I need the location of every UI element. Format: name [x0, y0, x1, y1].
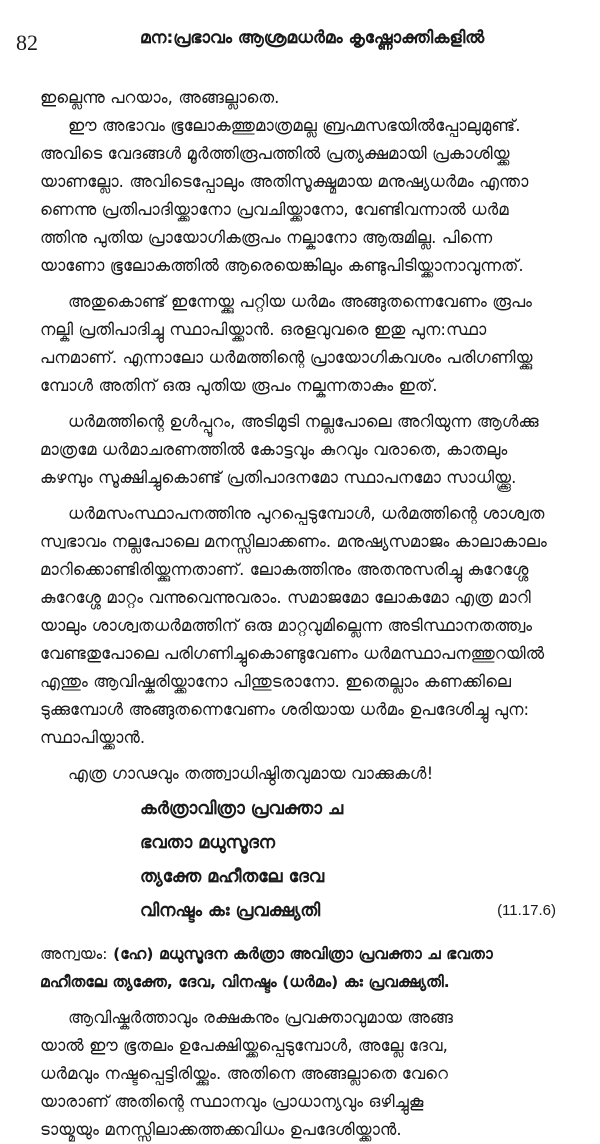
text-line: ആവിഷ്കർത്താവും രക്ഷകനും പ്രവക്താവുമായ അങ്ങ	[68, 1008, 454, 1027]
text-line: മാറിക്കൊണ്ടിരിയ്ക്കുന്നതാണ്. ലോകത്തിനും അതനുസരിച്ചു കുറേശ്ശേ	[40, 560, 529, 579]
verse-reference: (11.17.6)	[497, 902, 556, 919]
commentary-text: (ഹേ) മധുസൂദന കർത്രാ അവിത്രാ പ്രവക്താ ച ഭവതാ	[113, 945, 493, 963]
text-line: എത്ര ഗാഢവും തത്ത്വാധിഷ്ഠിതവുമായ വാക്കുകൾ!	[68, 764, 434, 783]
text-line: ഈ അഭാവം ഭൂലോകത്തുമാത്രമല്ല ബ്രഹ്മസഭയിൽപ്പോലുമുണ്ട്.	[68, 116, 521, 135]
paragraph	[40, 500, 570, 752]
text-line: യാരാണ് അതിന്റെ സ്ഥാനവും പ്രാധാന്യവും ഒഴിച്ചുകൂ	[40, 1092, 424, 1111]
paragraph	[40, 408, 570, 492]
text-line: ത്തിനു പുതിയ പ്രായോഗികരൂപം നല്കാനോ ആരുമില്ല. പിന്നെ	[40, 228, 493, 247]
verse-line: വിനഷ്ടം കഃ പ്രവക്ഷ്യതി (11.17.6)	[40, 894, 570, 928]
text-line: മാത്രമേ ധർമാചരണത്തിൽ കോട്ടവും കുറവും വരാതെ, കാതലും	[40, 440, 508, 459]
text-line: യാണോ ഭൂലോകത്തിൽ ആരെയെങ്കിലും കണ്ടുപിടിയ്ക്കാനാവുന്നത്.	[40, 256, 524, 275]
text-line: യാലും ശാശ്വതധർമത്തിന് ഒരു മാറ്റവുമില്ലെന്ന അടിസ്ഥാനതത്ത്വം	[40, 616, 533, 635]
paragraph	[40, 112, 570, 280]
verse-line: ഭവതാ മധുസൂദന	[140, 833, 275, 853]
text-line: കുറേശ്ശേ മാറ്റം വന്നുവെന്നുവരാം. സമാജമോ ലോകമോ എത്ര മാറി	[40, 588, 531, 607]
verse-line: കർത്രാവിത്രാ പ്രവക്താ ച	[140, 799, 344, 819]
text-line: വേണ്ടതുപോലെ പരിഗണിച്ചുകൊണ്ടുവേണം ധർമസ്ഥാപനത്തുറയിൽ	[40, 644, 545, 663]
text-line: ധർമത്തിന്റെ ഉൾപ്പൂറം, അടിമുടി നല്ലപോലെ അറിയുന്ന ആൾക്കു	[68, 412, 539, 431]
text-line: ണെന്നു പ്രതിപാദിയ്ക്കാനോ പ്രവചിയ്ക്കാനോ, വേണ്ടിവന്നാൽ ധർമ	[40, 200, 509, 219]
text-line: സ്ഥാപിയ്ക്കാൻ.	[40, 728, 146, 747]
text-line: അവിടെ വേദങ്ങൾ മൂർത്തിരൂപത്തിൽ പ്രത്യക്ഷമായി പ്രകാശിയ്ക്ക	[40, 144, 510, 163]
page-body	[40, 84, 570, 1144]
paragraph-continuation	[40, 84, 570, 112]
paragraph	[40, 288, 570, 400]
text-line: യാൽ ഈ ഭൂതലം ഉപേക്ഷിയ്ക്കപ്പെടുമ്പോൾ, അല്ലേ ദേവ,	[40, 1036, 448, 1055]
text-line: യാണല്ലോ. അവിടെപ്പോലും അതിസൂക്ഷ്മമായ മനുഷ്യധർമം എന്താ	[40, 172, 529, 191]
commentary-line	[40, 940, 570, 968]
anvaya-commentary	[40, 940, 570, 996]
paragraph	[40, 1004, 570, 1144]
text-line: നല്കി പ്രതിപാദിച്ചു സ്ഥാപിയ്ക്കാൻ. ഒരളവുവരെ ഇതു പുന:സ്ഥാ	[40, 320, 487, 339]
running-header: മന:പ്രഭാവം ആശ്രമധർമം കൃഷ്ണോക്തികളിൽ	[140, 28, 485, 48]
text-line: എന്തും ആവിഷ്കരിയ്ക്കാനോ പിന്തുടരാനോ. ഇതെല്ലാം കണക്കിലെ	[40, 672, 512, 691]
text-line: ഇല്ലെന്നു പറയാം, അങ്ങല്ലാതെ.	[40, 88, 280, 107]
sanskrit-verse	[40, 792, 570, 928]
text-line: ധർമസംസ്ഥാപനത്തിനു പുറപ്പെടുമ്പോൾ, ധർമത്തിന്റെ ശാശ്വത	[68, 504, 545, 523]
text-line: ടുക്കുമ്പോൾ അങ്ങുതന്നെവേണം ശരിയായ ധർമം ഉപദേശിച്ചു പുന:	[40, 700, 530, 719]
paragraph	[40, 760, 570, 788]
anvaya-label: അന്വയം:	[40, 945, 108, 963]
text-line: കഴമ്പും സൂക്ഷിച്ചുകൊണ്ട് പ്രതിപാദനമോ സ്ഥാപനമോ സാധിയ്ക്കൂ.	[40, 468, 517, 487]
text-line: പനമാണ്. എന്നാലോ ധർമത്തിന്റെ പ്രായോഗികവശം പരിഗണിയ്ക്കു	[40, 348, 533, 367]
verse-line: ത്യക്തേ മഹീതലേ ദേവ	[140, 867, 325, 887]
commentary-line: മഹീതലേ ത്യക്തേ, ദേവ, വിനഷ്ടം (ധർമം) കഃ പ്രവക്ഷ്യതി.	[40, 973, 450, 991]
text-line: ധർമവും നഷ്ടപ്പെട്ടിരിയ്ക്കും. അതിനെ അങ്ങല്ലാതെ വേറെ	[40, 1064, 448, 1083]
text-line: അതുകൊണ്ട് ഇന്നേയ്ക്കു പറ്റിയ ധർമം അങ്ങുതന്നെവേണം രൂപം	[68, 292, 533, 311]
text-line: സ്വഭാവം നല്ലപോലെ മനസ്സിലാക്കണം. മനുഷ്യസമാജം കാലാകാലം	[40, 532, 547, 551]
text-line: ടായ്മയും മനസ്സിലാക്കത്തക്കവിധം ഉപദേശിയ്ക്കാൻ.	[40, 1120, 402, 1139]
page-number: 82	[16, 30, 38, 55]
text-line: മ്പോൾ അതിന് ഒരു പുതിയ രൂപം നല്കുന്നതാകും ഇത്.	[40, 376, 438, 395]
